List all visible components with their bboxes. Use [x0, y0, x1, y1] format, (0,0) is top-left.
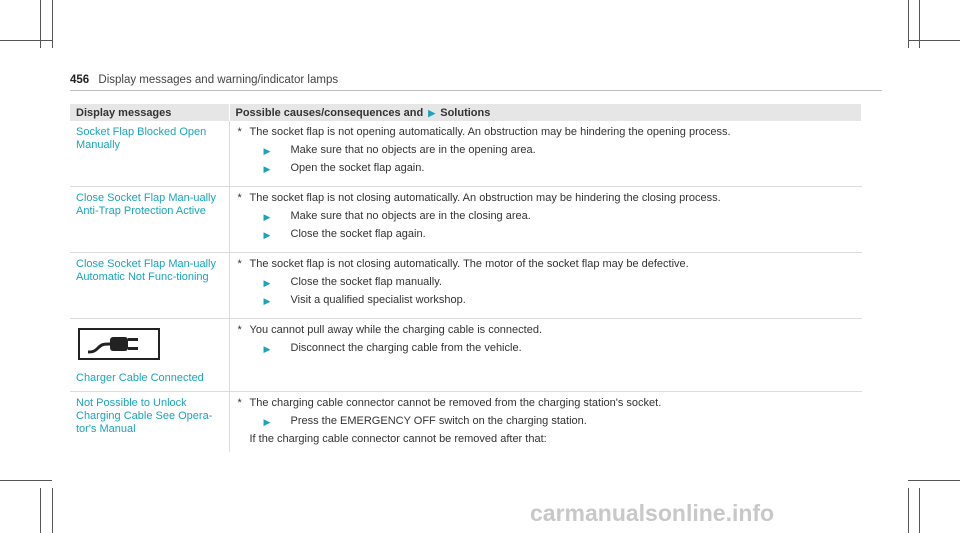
display-message: Close Socket Flap Man-ually Anti-Trap Protection Active — [70, 187, 229, 253]
causes-cell — [229, 392, 862, 453]
table-row — [70, 121, 862, 187]
column-header-causes-text: Possible causes/consequences and — [235, 106, 424, 119]
solution-step: Disconnect the charging cable from the vehicle. — [290, 342, 522, 354]
crop-mark — [52, 0, 53, 48]
crop-mark — [908, 488, 909, 533]
step-arrow-icon: ▶ — [263, 212, 271, 222]
display-message-cell — [70, 319, 229, 392]
page-header — [70, 74, 338, 86]
header-divider — [70, 90, 882, 91]
asterisk-icon: * — [237, 324, 242, 336]
charger-plug-icon — [78, 328, 160, 360]
table-row — [70, 253, 862, 319]
causes-cell — [229, 253, 862, 319]
cause-text: The socket flap is not closing automatically. An obstruction may be hindering the closing process. — [249, 192, 721, 204]
display-message: Charger Cable Connected — [76, 372, 204, 384]
causes-cell — [229, 187, 862, 253]
solution-arrow-icon: ▶ — [428, 107, 436, 118]
asterisk-icon: * — [237, 397, 242, 409]
step-arrow-icon: ▶ — [263, 278, 271, 288]
crop-mark — [908, 40, 960, 41]
cause-text: The socket flap is not closing automatically. The motor of the socket flap may be defective. — [249, 258, 689, 270]
solution-step: Make sure that no objects are in the closing area. — [290, 210, 531, 222]
display-message: Not Possible to Unlock Charging Cable See Opera-tor's Manual — [70, 392, 229, 453]
table-row — [70, 187, 862, 253]
crop-mark — [0, 480, 52, 481]
solution-step: Close the socket flap manually. — [290, 276, 442, 288]
step-arrow-icon: ▶ — [263, 146, 271, 156]
solution-step: Close the socket flap again. — [290, 228, 426, 240]
step-arrow-icon: ▶ — [263, 296, 271, 306]
cause-text: The charging cable connector cannot be removed from the charging station's socket. — [249, 397, 662, 409]
note-text: If the charging cable connector cannot be removed after that: — [249, 433, 547, 445]
column-header-causes — [229, 104, 862, 121]
display-message: Close Socket Flap Man-ually Automatic Not Func-tioning — [70, 253, 229, 319]
crop-mark — [0, 40, 52, 41]
display-message: Socket Flap Blocked Open Manually — [70, 121, 229, 187]
page-title: Display messages and warning/indicator lamps — [98, 74, 339, 86]
crop-mark — [908, 480, 960, 481]
solution-step: Make sure that no objects are in the opening area. — [290, 144, 536, 156]
column-header-solutions-text: Solutions — [440, 106, 491, 119]
causes-cell — [229, 121, 862, 187]
crop-mark — [919, 488, 920, 533]
step-arrow-icon: ▶ — [263, 417, 271, 427]
step-arrow-icon: ▶ — [263, 164, 271, 174]
table-header-row — [70, 104, 862, 121]
cause-text: You cannot pull away while the charging cable is connected. — [249, 324, 543, 336]
asterisk-icon: * — [237, 258, 242, 270]
watermark: carmanualsonline.info — [530, 500, 775, 526]
causes-cell — [229, 319, 862, 392]
solution-step: Visit a qualified specialist workshop. — [290, 294, 466, 306]
step-arrow-icon: ▶ — [263, 230, 271, 240]
crop-mark — [40, 488, 41, 533]
table-row — [70, 392, 862, 453]
asterisk-icon: * — [237, 126, 242, 138]
solution-step: Press the EMERGENCY OFF switch on the charging station. — [290, 415, 587, 427]
step-arrow-icon: ▶ — [263, 344, 271, 354]
display-messages-table — [70, 104, 862, 452]
crop-mark — [52, 488, 53, 533]
solution-step: Open the socket flap again. — [290, 162, 425, 174]
asterisk-icon: * — [237, 192, 242, 204]
table-row — [70, 319, 862, 392]
cause-text: The socket flap is not opening automatically. An obstruction may be hindering the opening process. — [249, 126, 731, 138]
column-header-messages: Display messages — [70, 104, 229, 121]
page-number: 456 — [70, 74, 90, 86]
